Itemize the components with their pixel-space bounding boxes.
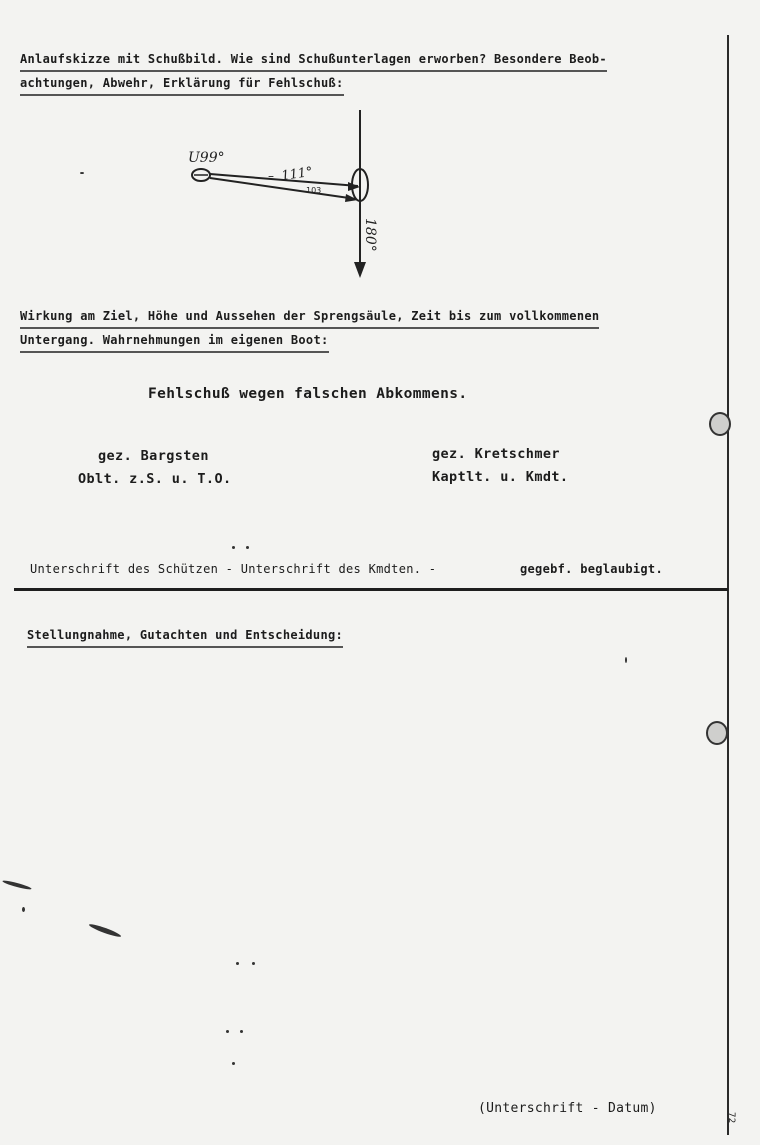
signature-right-name: gez. Kretschmer xyxy=(432,446,560,462)
sketch-label-target: U99° xyxy=(188,150,225,166)
scan-smudge xyxy=(2,879,32,891)
attack-sketch xyxy=(170,100,400,285)
punch-hole-upper xyxy=(709,412,731,436)
scan-speck xyxy=(80,172,84,174)
signature-date-label: (Unterschrift - Datum) xyxy=(478,1101,657,1116)
scan-speck xyxy=(240,1030,243,1033)
scan-speck xyxy=(232,1062,235,1065)
scan-speck xyxy=(236,962,239,965)
scan-speck xyxy=(246,546,249,549)
signature-right-rank: Kaptlt. u. Kmdt. xyxy=(432,469,569,485)
effect-prompt-line-1: Wirkung am Ziel, Höhe und Aussehen der Sprengsäule, Zeit bis zum vollkommenen xyxy=(20,305,599,329)
sketch-prompt-line-2: achtungen, Abwehr, Erklärung für Fehlschuß: xyxy=(20,72,344,96)
sketch-label-small: 103 xyxy=(306,186,322,195)
signature-left-name: gez. Bargsten xyxy=(98,448,209,464)
signature-line-label: Unterschrift des Schützen - Unterschrift des Kmdten. - xyxy=(30,562,437,576)
signature-left-rank: Oblt. z.S. u. T.O. xyxy=(78,471,232,487)
right-margin-rule xyxy=(727,35,729,1135)
sketch-label-angle: 111° xyxy=(280,164,314,184)
certified-label: gegebf. beglaubigt. xyxy=(520,562,663,576)
scan-smudge xyxy=(88,922,122,938)
miss-remark: Fehlschuß wegen falschen Abkommens. xyxy=(148,386,468,402)
section-decision-prompt xyxy=(27,624,343,648)
effect-prompt-line-2: Untergang. Wahrnehmungen im eigenen Boot: xyxy=(20,329,329,353)
sketch-prompt-line-1: Anlaufskizze mit Schußbild. Wie sind Schußunterlagen erworben? Besondere Beob- xyxy=(20,48,607,72)
sketch-dash: – xyxy=(268,169,274,183)
punch-hole-lower xyxy=(706,721,728,745)
scan-speck xyxy=(625,657,627,663)
heading-arrowhead xyxy=(354,262,366,278)
scan-speck xyxy=(232,546,235,549)
section-divider xyxy=(14,588,728,591)
section-sketch-prompt xyxy=(20,48,607,96)
section-effect-prompt xyxy=(20,305,599,353)
margin-page-number: 72 xyxy=(726,1112,736,1124)
scan-speck xyxy=(252,962,255,965)
scan-speck xyxy=(226,1030,229,1033)
decision-prompt-line-1: Stellungnahme, Gutachten und Entscheidung: xyxy=(27,624,343,648)
scan-speck xyxy=(22,907,25,912)
sketch-label-heading: 180° xyxy=(362,218,378,252)
